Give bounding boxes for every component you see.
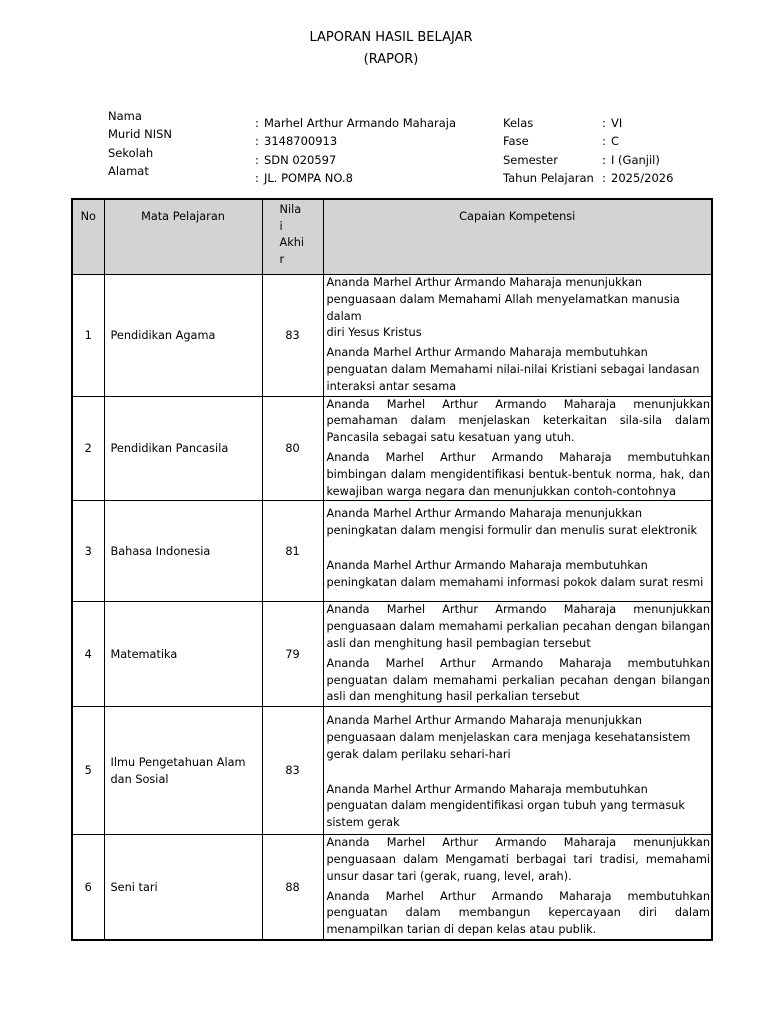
competency-improvement: Ananda Marhel Arthur Armando Maharaja membutuhkan penguatan dalam Memahami nilai-nilai Kristiani sebagai landasan interaksi antar sesama	[326, 346, 700, 393]
row-no: 6	[72, 835, 104, 940]
competency-improvement: Ananda Marhel Arthur Armando Maharaja membutuhkan peningkatan dalam memahami informasi pokok dalam surat resmi	[326, 558, 704, 589]
row-subject: Matematika	[104, 602, 262, 707]
value-nama: Marhel Arthur Armando Maharaja	[264, 116, 457, 130]
competency-strength: Ananda Marhel Arthur Armando Maharaja menunjukkan penguasaan dalam Mengamati berbagai tari tradisi, memahami unsur dasar tari (gerak, ruang, level, arah).	[326, 836, 710, 883]
row-no: 4	[72, 602, 104, 707]
label-alamat: Alamat	[108, 163, 149, 178]
competency-improvement: Ananda Marhel Arthur Armando Maharaja membutuhkan penguatan dalam memahami perkalian pecahan dengan bilangan asli dan menghitung hasil perkalian tersebut	[326, 656, 710, 704]
row-competency	[323, 835, 712, 940]
student-values	[255, 114, 505, 187]
header-score	[262, 199, 323, 275]
row-competency	[323, 501, 712, 602]
row-no: 5	[72, 707, 104, 835]
value-nisn: 3148700913	[264, 134, 338, 149]
report-title: LAPORAN HASIL BELAJAR	[309, 30, 473, 45]
row-score: 83	[262, 707, 323, 835]
header-score-line: Akhi	[279, 236, 305, 249]
header-score-line: i	[279, 219, 283, 233]
header-no: No	[72, 199, 104, 275]
row-score: 79	[262, 602, 323, 707]
row-score: 83	[262, 275, 323, 397]
header-subject: Mata Pelajaran	[104, 199, 262, 275]
competency-strength: Ananda Marhel Arthur Armando Maharaja menunjukkan penguasaan dalam memahami perkalian pecahan dengan bilangan asli dan menghitung hasil pembagian tersebut	[326, 603, 710, 650]
table-header-row	[72, 199, 712, 275]
value-fase: C	[611, 134, 620, 149]
header-score-line: Nila	[279, 203, 302, 216]
label-nama: Nama	[108, 109, 142, 123]
student-labels	[108, 107, 248, 180]
row-no: 3	[72, 501, 104, 602]
class-labels	[503, 114, 603, 187]
row-subject: Pendidikan Pancasila	[104, 396, 262, 501]
colon: :	[255, 152, 259, 167]
header-competency: Capaian Kompetensi	[323, 199, 712, 275]
value-tahun: 2025/2026	[611, 170, 674, 185]
row-score: 88	[262, 835, 323, 940]
table-row	[72, 396, 712, 501]
label-tahun: Tahun Pelajaran	[503, 170, 594, 185]
table-row	[72, 501, 712, 602]
label-nisn: Murid NISN	[108, 127, 172, 142]
competency-improvement: Ananda Marhel Arthur Armando Maharaja membutuhkan penguatan dalam membangun kepercayaan diri dalam menampilkan tarian di depan kelas atau publik.	[326, 889, 710, 937]
colon: :	[602, 170, 606, 185]
label-sekolah: Sekolah	[108, 145, 154, 160]
grades-table	[71, 198, 713, 941]
competency-strength: Ananda Marhel Arthur Armando Maharaja menunjukkan penguasaan dalam Memahami Allah menyelamatkan manusia dalam diri Yesus Kristus	[326, 276, 680, 340]
row-competency	[323, 396, 712, 501]
report-subtitle: (RAPOR)	[363, 52, 419, 67]
row-competency	[323, 707, 712, 835]
competency-strength: Ananda Marhel Arthur Armando Maharaja menunjukkan penguasaan dalam menjelaskan cara menjaga kesehatansistem gerak dalam perilaku sehari-hari	[326, 714, 691, 761]
label-kelas: Kelas	[503, 116, 534, 130]
row-subject: Ilmu Pengetahuan Alam dan Sosial	[104, 707, 262, 835]
row-score: 81	[262, 501, 323, 602]
colon: :	[602, 134, 606, 149]
colon: :	[255, 116, 259, 130]
competency-improvement: Ananda Marhel Arthur Armando Maharaja membutuhkan bimbingan dalam mengidentifikasi bentuk-bentuk norma, hak, dan kewajiban warga negara dan menunjukkan contoh-contohnya	[326, 450, 710, 498]
colon: :	[602, 152, 606, 167]
competency-strength: Ananda Marhel Arthur Armando Maharaja menunjukkan pemahaman dalam menjelaskan keterkaitan sila-sila dalam Pancasila sebagai satu kesatuan yang utuh.	[326, 397, 710, 445]
row-subject: Seni tari	[104, 835, 262, 940]
table-row	[72, 275, 712, 397]
row-subject: Pendidikan Agama	[104, 275, 262, 397]
colon: :	[602, 116, 606, 130]
colon: :	[255, 170, 259, 185]
label-semester: Semester	[503, 152, 558, 167]
row-competency	[323, 275, 712, 397]
row-no: 1	[72, 275, 104, 397]
header-score-line: r	[279, 252, 285, 266]
colon: :	[255, 134, 259, 149]
label-fase: Fase	[503, 134, 529, 149]
row-no: 2	[72, 396, 104, 501]
value-sekolah: SDN 020597	[264, 152, 337, 167]
competency-strength: Ananda Marhel Arthur Armando Maharaja menunjukkan peningkatan dalam mengisi formulir dan menulis surat elektronik	[326, 507, 698, 538]
row-subject: Bahasa Indonesia	[104, 501, 262, 602]
row-score: 80	[262, 396, 323, 501]
value-alamat: JL. POMPA NO.8	[264, 170, 353, 185]
table-row	[72, 602, 712, 707]
value-semester: I (Ganjil)	[611, 152, 660, 167]
value-kelas: VI	[611, 116, 623, 130]
row-competency	[323, 602, 712, 707]
class-values	[602, 114, 722, 187]
table-row	[72, 707, 712, 835]
table-row	[72, 835, 712, 940]
competency-improvement: Ananda Marhel Arthur Armando Maharaja membutuhkan penguatan dalam mengidentifikasi organ tubuh yang termasuk sistem gerak	[326, 782, 685, 830]
